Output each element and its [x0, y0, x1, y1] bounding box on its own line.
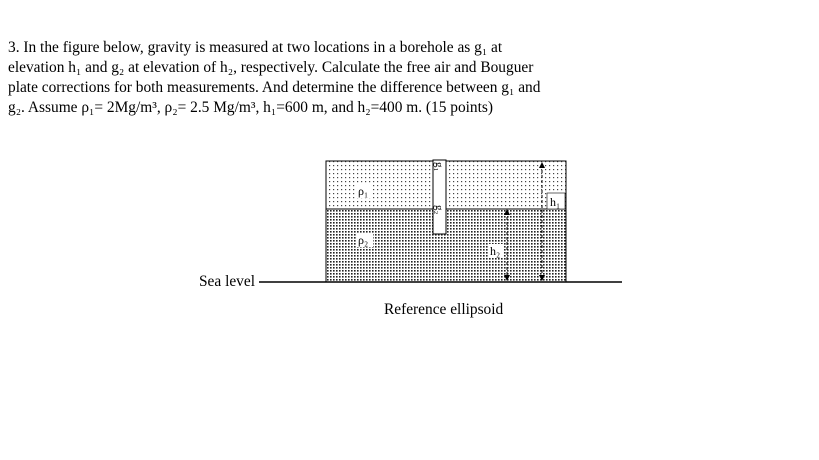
label-rho1: ρ₁	[358, 184, 369, 198]
reference-ellipsoid-label: Reference ellipsoid	[384, 301, 504, 318]
sea-level-label: Sea level	[199, 273, 255, 290]
label-g2: g₂	[433, 205, 445, 215]
problem-line-2: elevation h₁ and g₂ at elevation of h₂, respectively. Calculate the free air and Bouguer	[8, 59, 534, 76]
label-rho2: ρ₂	[358, 233, 369, 247]
label-h2: h₂	[490, 244, 501, 258]
problem-line-4: g₂. Assume ρ₁= 2Mg/m³, ρ₂= 2.5 Mg/m³, h₁=600 m, and h₂=400 m. (15 points)	[8, 99, 494, 116]
problem-line-1: 3. In the figure below, gravity is measured at two locations in a borehole as g₁ at	[8, 39, 503, 56]
problem-line-3: plate corrections for both measurements. And determine the difference between g₁ and	[8, 79, 541, 96]
label-h1: h₁	[550, 195, 561, 209]
label-g1: g₁	[433, 162, 445, 172]
